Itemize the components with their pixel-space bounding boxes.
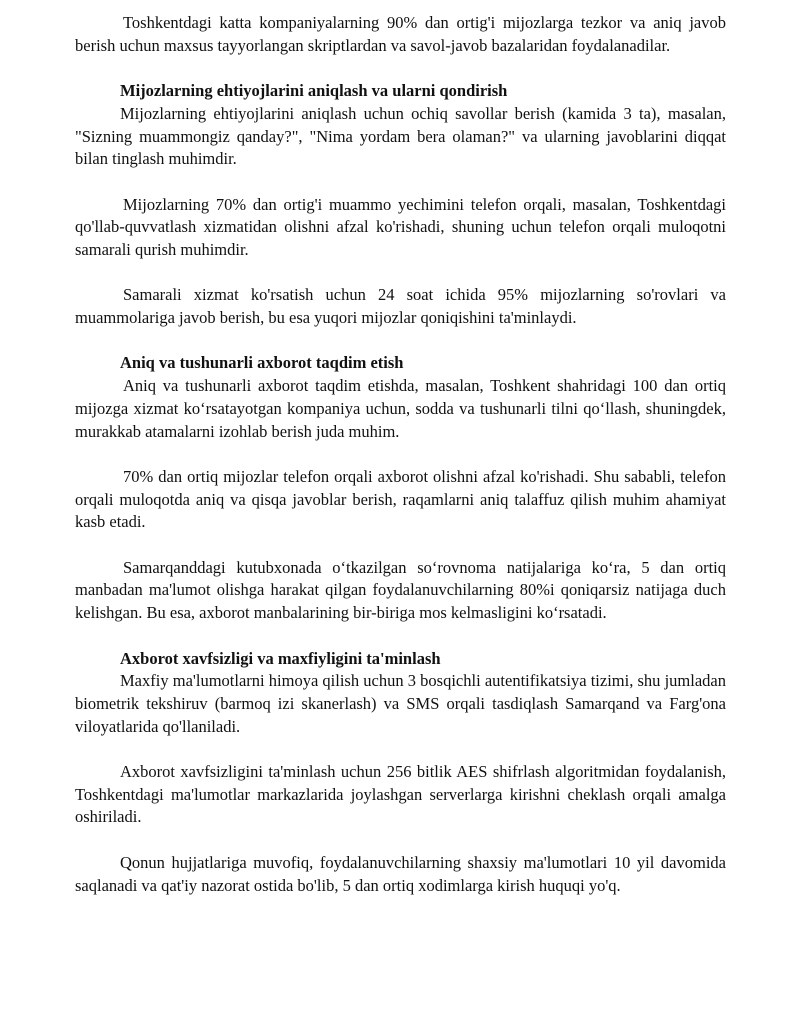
paragraph-phone-information: 70% dan ortiq mijozlar telefon orqali axborot olishni afzal ko'rishadi. Shu sababli, telefon orqali muloqotda aniq va qisqa javoblar berish, raqamlarni aniq talaffuz qilish muhim ahamiyat kasb etadi. [75, 466, 726, 532]
paragraph-gap [75, 57, 726, 80]
section-heading-customer-needs: Mijozlarning ehtiyojlarini aniqlash va ularni qondirish [120, 81, 508, 101]
paragraph-simple-language: Aniq va tushunarli axborot taqdim etishda, masalan, Toshkent shahridagi 100 dan ortiq mijozga xizmat ko‘rsatayotgan kompaniya uchun, sodda va tushunarli tilni qo‘llash, shuningdek, murakkab atamalarni izohlab berish juda muhim. [75, 376, 726, 441]
paragraph-encryption: Axborot xavfsizligini ta'minlash uchun 256 bitlik AES shifrlash algoritmidan foydalanish, Toshkentdagi ma'lumotlar markazlarida joylashgan serverlarga kirishni cheklash orqali amalga oshiriladi. [75, 762, 726, 827]
paragraph-gap [75, 171, 726, 194]
paragraph-gap [75, 829, 726, 852]
paragraph-phone-support: Mijozlarning 70% dan ortig'i muammo yechimini telefon orqali, masalan, Toshkentdagi qo'llab-quvvatlash xizmatidan olishni afzal ko'rishadi, shuning uchun telefon orqali muloqotni samarali qurish muhimdir. [75, 194, 726, 259]
paragraph-gap [75, 534, 726, 557]
paragraph-response-time: Samarali xizmat ko'rsatish uchun 24 soat ichida 95% mijozlarning so'rovlari va muammolariga javob berish, bu esa yuqori mijozlar qoniqishini ta'minlaydi. [75, 285, 726, 328]
section-heading-information-security: Axborot xavfsizligi va maxfiyligini ta'minlash [120, 648, 441, 668]
paragraph-gap [75, 330, 726, 353]
paragraph-intro: Toshkentdagi katta kompaniyalarning 90% dan ortig'i mijozlarga tezkor va aniq javob berish uchun maxsus tayyorlangan skriptlardan va savol-javob bazalaridan foydalanadilar. [75, 13, 726, 55]
paragraph-gap [75, 443, 726, 466]
paragraph-data-retention: Qonun hujjatlariga muvofiq, foydalanuvchilarning shaxsiy ma'lumotlari 10 yil davomida saqlanadi va qat'iy nazorat ostida bo'lib, 5 dan ortiq xodimlarga kirish huquqi yo'q. [75, 852, 726, 895]
paragraph-authentication: Maxfiy ma'lumotlarni himoya qilish uchun 3 bosqichli autentifikatsiya tizimi, shu jumladan biometrik tekshiruv (barmoq izi skanerlash) va SMS orqali tasdiqlash Samarqand va Farg'ona viloyatlarida qo'llaniladi. [75, 671, 726, 736]
paragraph-gap [75, 625, 726, 648]
paragraph-open-questions: Mijozlarning ehtiyojlarini aniqlash uchun ochiq savollar berish (kamida 3 ta), masalan, "Sizning muammongiz qanday?", "Nima yordam bera olaman?" va ularning javoblarini diqqat bilan tinglash muhimdir. [75, 103, 726, 169]
paragraph-gap [75, 262, 726, 285]
document-page [75, 12, 726, 897]
paragraph-gap [75, 738, 726, 761]
paragraph-library-survey: Samarqanddagi kutubxonada o‘tkazilgan so‘rovnoma natijalariga ko‘ra, 5 dan ortiq manbadan ma'lumot olishga harakat qilgan foydalanuvchilarning 80%i qoniqarsiz natijaga duch kelishgan. Bu esa, axborot manbalarining bir-biriga mos kelmasligini ko‘rsatadi. [75, 557, 726, 623]
section-heading-clear-information: Aniq va tushunarli axborot taqdim etish [120, 353, 404, 373]
